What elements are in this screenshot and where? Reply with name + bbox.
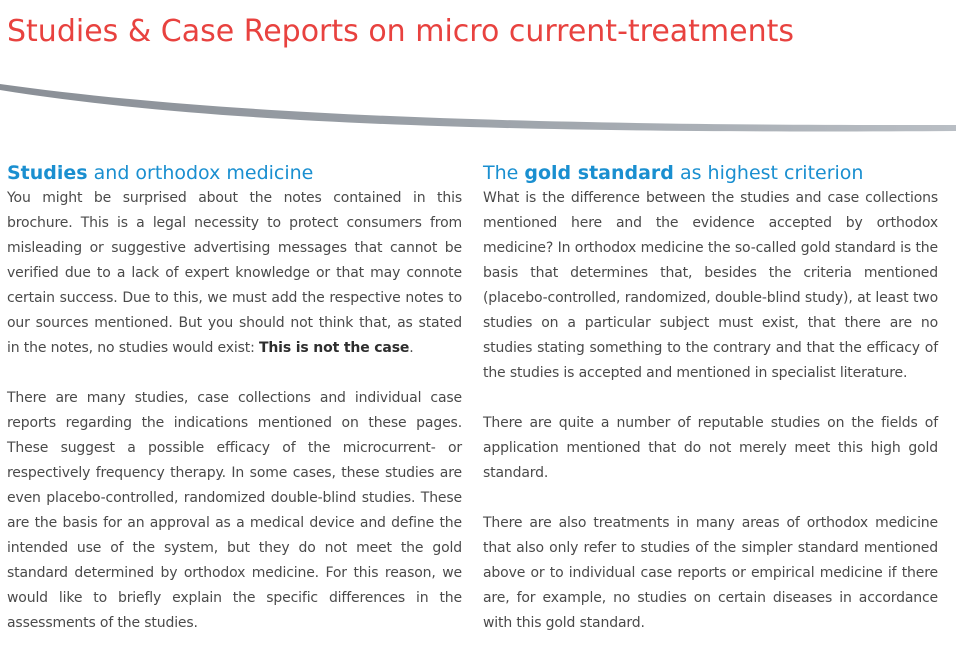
left-column	[7, 160, 462, 636]
paragraph-other-treatments: There are also treatments in many areas of orthodox medicine that also only refer to studies of the simpler standard mentioned above or to individual case reports or empirical medicine if there are, for example, no studies on certain diseases in accordance with this gold standard.	[483, 515, 938, 631]
heading-bold: gold standard	[524, 162, 674, 184]
heading-bold: Studies	[7, 162, 88, 184]
emphasis-not-the-case: This is not the case	[258, 340, 410, 356]
heading-rest: and orthodox medicine	[87, 162, 314, 184]
paragraph-end: .	[409, 340, 414, 356]
paragraph-notes	[7, 186, 462, 361]
paragraph-reputable-studies: There are quite a number of reputable studies on the fields of application mentioned that do not merely meet this high gold standard.	[483, 415, 938, 481]
paragraph-text: You might be surprised about the notes contained in this brochure. This is a legal necessity to protect consumers from misleading or suggestive advertising messages that cannot be verified due to a lack of expert knowledge or that may connote certain success. Due to this, we must add the respective notes to our sources mentioned. But you should not think that, as stated in the notes, no studies would exist:	[7, 190, 462, 356]
section-heading-gold-standard	[483, 160, 938, 186]
right-column	[483, 160, 938, 636]
heading-pre: The	[483, 162, 525, 184]
decorative-swoosh	[0, 76, 956, 140]
paragraph-difference: What is the difference between the studies and case collections mentioned here and the evidence accepted by orthodox medicine? In orthodox medicine the so-called gold standard is the basis that determines that, besides the criteria mentioned (placebo-controlled, randomized, double-blind study), at least two studies on a particular subject must exist, that there are no studies stating something to the contrary and that the efficacy of the studies is accepted and mentioned in specialist literature.	[483, 190, 938, 381]
section-heading-studies	[7, 160, 462, 186]
page-title: Studies & Case Reports on micro current-treatments	[7, 14, 795, 49]
paragraph-many-studies: There are many studies, case collections and individual case reports regarding the indications mentioned on these pages. These suggest a possible efficacy of the microcurrent- or respectively frequency therapy. In some cases, these studies are even placebo-controlled, randomized double-blind studies. These are the basis for an approval as a medical device and define the intended use of the system, but they do not meet the gold standard determined by orthodox medicine. For this reason, we would like to briefly explain the specific differences in the assessments of the studies.	[7, 390, 462, 631]
heading-rest: as highest criterion	[673, 162, 864, 184]
